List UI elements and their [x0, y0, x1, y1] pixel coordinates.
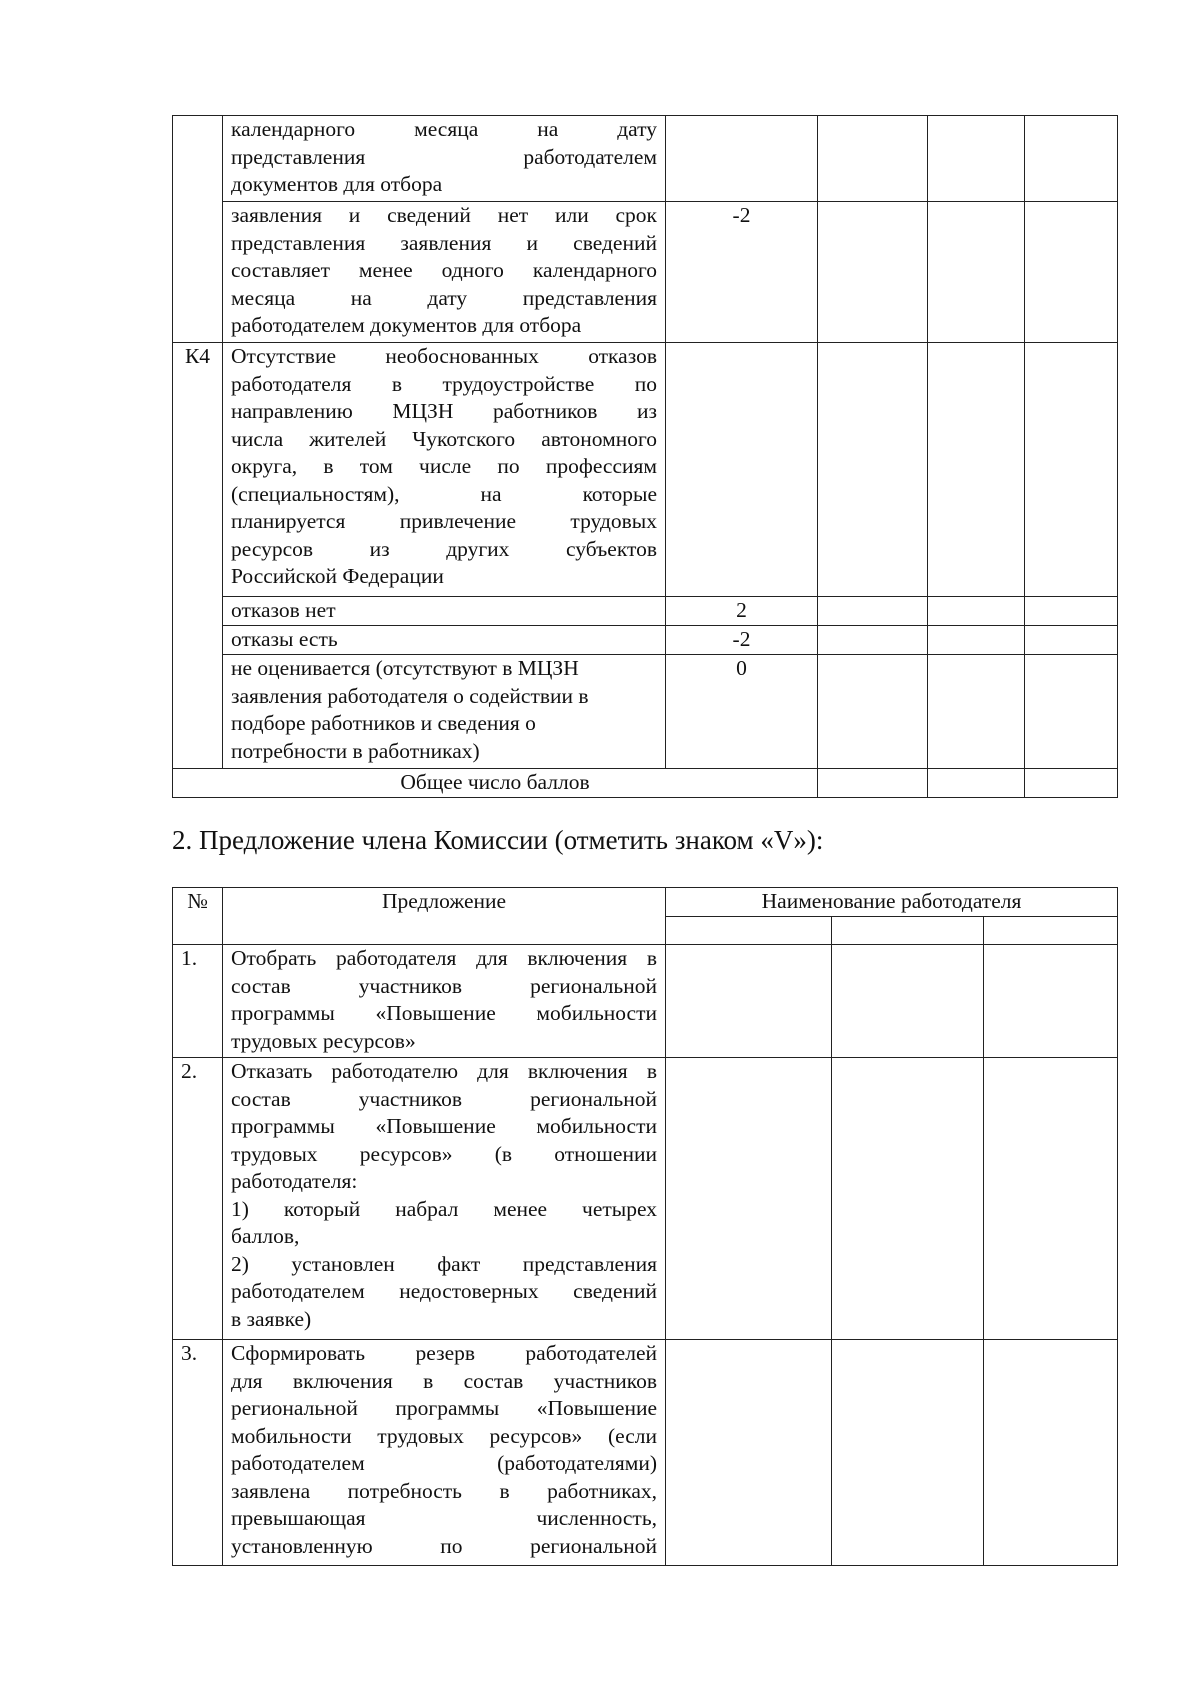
table-row	[173, 202, 1118, 343]
row-number: 1.	[173, 945, 223, 1058]
employer-score-cell[interactable]	[1025, 202, 1118, 343]
criterion-code-cell: К4	[173, 343, 223, 769]
proposal-header: Предложение	[223, 888, 666, 945]
score-cell	[666, 116, 818, 202]
table-row	[173, 655, 1118, 769]
mark-cell[interactable]	[984, 1340, 1118, 1566]
employer-total-cell[interactable]	[1025, 769, 1118, 798]
employer-score-cell[interactable]	[928, 343, 1025, 597]
total-score-label: Общее число баллов	[173, 769, 818, 798]
criterion-option-text: отказы есть	[223, 626, 666, 655]
criterion-description: Отсутствие необоснованных отказов работодателя в трудоустройстве по направлению МЦЗН работников из числа жителей Чукотского автономного округа, в том числе по профессиям (специальностям), на которые планируется привлечение трудовых ресурсов из других субъектов Российской Федерации	[223, 343, 666, 597]
employer-name-cell[interactable]	[984, 917, 1118, 945]
score-cell: 0	[666, 655, 818, 769]
mark-cell[interactable]	[832, 1340, 984, 1566]
table-header-row	[173, 888, 1118, 917]
employer-score-cell[interactable]	[818, 597, 928, 626]
proposal-text: Сформировать резерв работодателей для включения в состав участников региональной программы «Повышение мобильности трудовых ресурсов» (если работодателем (работодателями) заявлена потребность в работниках, превышающая численность, установленную по региональной	[223, 1340, 666, 1566]
mark-cell[interactable]	[666, 1058, 832, 1340]
score-cell: -2	[666, 626, 818, 655]
mark-cell[interactable]	[666, 1340, 832, 1566]
row-number: 3.	[173, 1340, 223, 1566]
employer-total-cell[interactable]	[818, 769, 928, 798]
employer-score-cell[interactable]	[818, 116, 928, 202]
criterion-option-text: не оценивается (отсутствуют в МЦЗН заявления работодателя о содействии в подборе работников и сведения о потребности в работниках)	[223, 655, 666, 769]
employer-name-cell[interactable]	[832, 917, 984, 945]
mark-cell[interactable]	[832, 945, 984, 1058]
mark-cell[interactable]	[984, 945, 1118, 1058]
employer-name-cell[interactable]	[666, 917, 832, 945]
employer-score-cell[interactable]	[818, 626, 928, 655]
table-row	[173, 343, 1118, 597]
mark-cell[interactable]	[984, 1058, 1118, 1340]
employer-total-cell[interactable]	[928, 769, 1025, 798]
employer-name-header: Наименование работодателя	[666, 888, 1118, 917]
section-title: 2. Предложение члена Комиссии (отметить знаком «V»):	[172, 825, 824, 855]
row-number: 2.	[173, 1058, 223, 1340]
criteria-table	[172, 115, 1118, 798]
proposal-text: Отказать работодателю для включения в состав участников региональной программы «Повышение мобильности трудовых ресурсов» (в отношении работодателя: 1) который набрал менее четырех баллов, 2) установлен факт представления работодателем недостоверных сведений в заявке)	[223, 1058, 666, 1340]
criterion-option-text: календарного месяца на дату представления работодателем документов для отбора	[223, 116, 666, 202]
proposal-text: Отобрать работодателя для включения в состав участников региональной программы «Повышение мобильности трудовых ресурсов»	[223, 945, 666, 1058]
score-cell	[666, 343, 818, 597]
employer-score-cell[interactable]	[928, 202, 1025, 343]
table-row	[173, 597, 1118, 626]
number-header: №	[173, 888, 223, 945]
employer-score-cell[interactable]	[1025, 597, 1118, 626]
proposal-table	[172, 887, 1118, 1566]
mark-cell[interactable]	[666, 945, 832, 1058]
mark-cell[interactable]	[832, 1058, 984, 1340]
table-row	[173, 116, 1118, 202]
score-cell: 2	[666, 597, 818, 626]
score-cell: -2	[666, 202, 818, 343]
employer-score-cell[interactable]	[1025, 116, 1118, 202]
criterion-code-cell	[173, 116, 223, 343]
employer-score-cell[interactable]	[818, 343, 928, 597]
table-row	[173, 626, 1118, 655]
table-row	[173, 945, 1118, 1058]
employer-score-cell[interactable]	[928, 116, 1025, 202]
employer-score-cell[interactable]	[1025, 655, 1118, 769]
employer-score-cell[interactable]	[928, 626, 1025, 655]
employer-score-cell[interactable]	[818, 655, 928, 769]
employer-score-cell[interactable]	[1025, 626, 1118, 655]
table-row	[173, 1058, 1118, 1340]
table-row	[173, 1340, 1118, 1566]
employer-score-cell[interactable]	[818, 202, 928, 343]
employer-score-cell[interactable]	[1025, 343, 1118, 597]
criterion-option-text: заявления и сведений нет или срок представления заявления и сведений составляет менее одного календарного месяца на дату представления работодателем документов для отбора	[223, 202, 666, 343]
criterion-option-text: отказов нет	[223, 597, 666, 626]
table-row	[173, 769, 1118, 798]
employer-score-cell[interactable]	[928, 597, 1025, 626]
employer-score-cell[interactable]	[928, 655, 1025, 769]
